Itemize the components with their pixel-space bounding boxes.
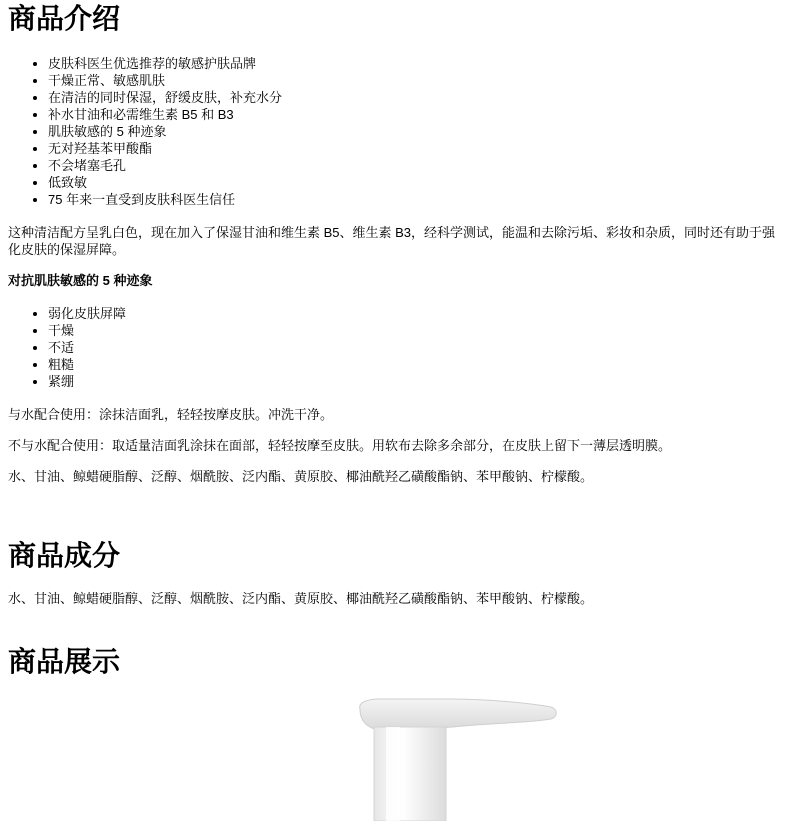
product-showcase (8, 681, 782, 821)
showcase-heading: 商品展示 (8, 645, 121, 678)
feature-item: • 皮肤科医生优选推荐的敏感护肤品牌 (48, 55, 782, 72)
feature-item: • 75 年来一直受到皮肤科医生信任 (48, 191, 782, 208)
feature-item: • 无对羟基苯甲酸酯 (48, 140, 782, 157)
feature-item: • 低致敏 (48, 174, 782, 191)
sign-item: • 弱化皮肤屏障 (48, 305, 782, 322)
sign-item: • 紧绷 (48, 373, 782, 390)
feature-item: • 干燥正常、敏感肌肤 (48, 72, 782, 89)
sign-item: • 粗糙 (48, 356, 782, 373)
sign-item: • 不适 (48, 339, 782, 356)
signs-list (8, 305, 782, 390)
feature-item: • 补水甘油和必需维生素 B5 和 B3 (48, 106, 782, 123)
feature-item: • 在清洁的同时保湿，舒缓皮肤，补充水分 (48, 89, 782, 106)
signs-title: 对抗肌肤敏感的 5 种迹象 (8, 273, 153, 288)
usage-with-water: 与水配合使用：涂抹洁面乳，轻轻按摩皮肤。冲洗干净。 (8, 407, 334, 422)
ingredients-text: 水、甘油、鲸蜡硬脂醇、泛醇、烟酰胺、泛内酯、黄原胶、椰油酰羟乙磺酸酯钠、苯甲酸钠、柠檬酸。 (8, 591, 594, 606)
pump-bottle-icon (8, 681, 782, 821)
sign-item: • 干燥 (48, 322, 782, 339)
intro-ingredients: 水、甘油、鲸蜡硬脂醇、泛醇、烟酰胺、泛内酯、黄原胶、椰油酰羟乙磺酸酯钠、苯甲酸钠、柠檬酸。 (8, 469, 594, 484)
feature-item: • 肌肤敏感的 5 种迹象 (48, 123, 782, 140)
feature-item: • 不会堵塞毛孔 (48, 157, 782, 174)
product-description: 这种清洁配方呈乳白色，现在加入了保湿甘油和维生素 B5、维生素 B3，经科学测试，能温和去除污垢、彩妆和杂质，同时还有助于强化皮肤的保湿屏障。 (8, 225, 776, 257)
intro-heading: 商品介绍 (8, 2, 121, 35)
feature-list (8, 55, 782, 208)
usage-without-water: 不与水配合使用：取适量洁面乳涂抹在面部，轻轻按摩至皮肤。用软布去除多余部分，在皮肤上留下一薄层透明膜。 (8, 438, 672, 453)
ingredients-heading: 商品成分 (8, 539, 121, 572)
